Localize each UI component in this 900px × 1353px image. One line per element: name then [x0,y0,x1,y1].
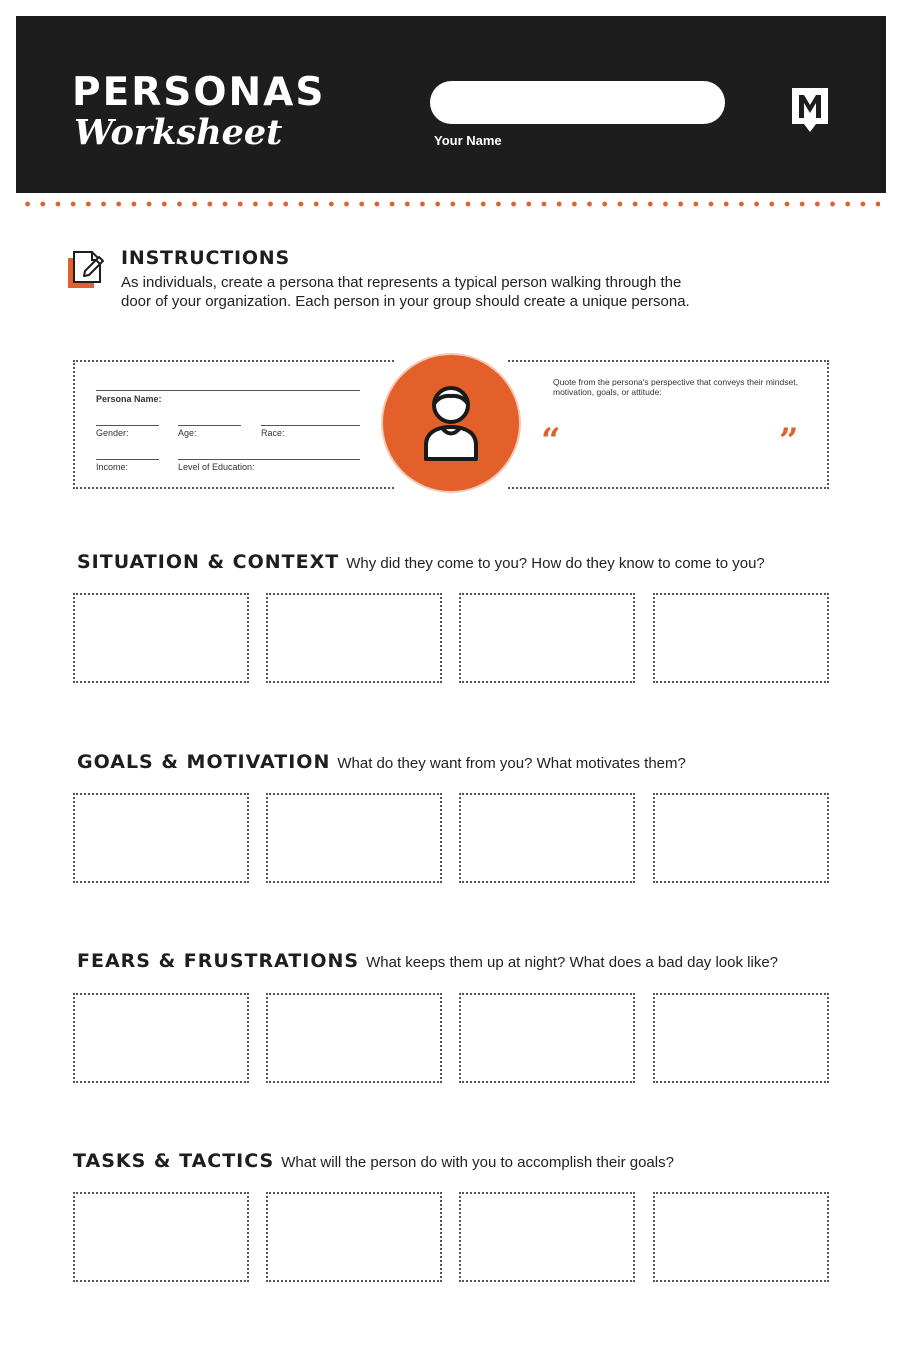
education-label: Level of Education: [178,462,255,472]
header-banner [16,16,886,193]
tasks-box-3[interactable] [459,1192,635,1282]
situation-box-1[interactable] [73,593,249,683]
tasks-box-4[interactable] [653,1192,829,1282]
section-question: What will the person do with you to accomplish their goals? [281,1154,674,1171]
situation-box-4[interactable] [653,593,829,683]
instructions-line: As individuals, create a persona that represents a typical person walking through the [121,274,682,291]
dotted-divider [20,200,880,208]
section-title: TASKS & TACTICS [73,1150,275,1172]
goals-box-4[interactable] [653,793,829,883]
open-quote-icon: “ [541,421,561,461]
persona-name-label: Persona Name: [96,394,162,404]
income-label: Income: [96,462,129,472]
education-line[interactable] [178,459,360,460]
section-fears-heading [77,950,778,972]
section-question: What keeps them up at night? What does a bad day look like? [366,954,779,971]
section-title: GOALS & MOTIVATION [77,751,331,773]
your-name-label: Your Name [434,133,502,148]
section-goals-heading [77,751,686,773]
tasks-box-1[interactable] [73,1192,249,1282]
section-question: What do they want from you? What motivates them? [337,755,686,772]
person-icon [416,383,486,461]
goals-box-2[interactable] [266,793,442,883]
page-title: PERSONAS [72,70,326,115]
quote-prompt: Quote from the persona's perspective that conveys their mindset, motivation, goals, or attitude: [553,377,798,397]
section-title: FEARS & FRUSTRATIONS [77,950,360,972]
age-label: Age: [178,428,197,438]
section-tasks-heading [73,1150,674,1172]
section-title: SITUATION & CONTEXT [77,551,340,573]
age-line[interactable] [178,425,241,426]
gender-line[interactable] [96,425,159,426]
page-subtitle: Worksheet [74,112,283,153]
race-line[interactable] [261,425,360,426]
income-line[interactable] [96,459,159,460]
fears-box-4[interactable] [653,993,829,1083]
section-question: Why did they come to you? How do they know to come to you? [346,555,765,572]
situation-box-3[interactable] [459,593,635,683]
instructions-title: INSTRUCTIONS [121,247,290,269]
gender-label: Gender: [96,428,129,438]
document-edit-icon [66,246,110,290]
situation-box-2[interactable] [266,593,442,683]
goals-box-3[interactable] [459,793,635,883]
m-logo-icon [790,86,830,134]
persona-avatar [383,355,519,491]
tasks-box-2[interactable] [266,1192,442,1282]
race-label: Race: [261,428,285,438]
persona-name-line[interactable] [96,390,360,391]
goals-box-1[interactable] [73,793,249,883]
close-quote-icon: ” [779,421,799,461]
instructions-line: door of your organization. Each person in your group should create a unique persona. [121,293,690,310]
fears-box-3[interactable] [459,993,635,1083]
fears-box-1[interactable] [73,993,249,1083]
your-name-input[interactable] [430,81,725,124]
instructions-text [121,273,771,311]
section-situation-heading [77,551,765,573]
fears-box-2[interactable] [266,993,442,1083]
